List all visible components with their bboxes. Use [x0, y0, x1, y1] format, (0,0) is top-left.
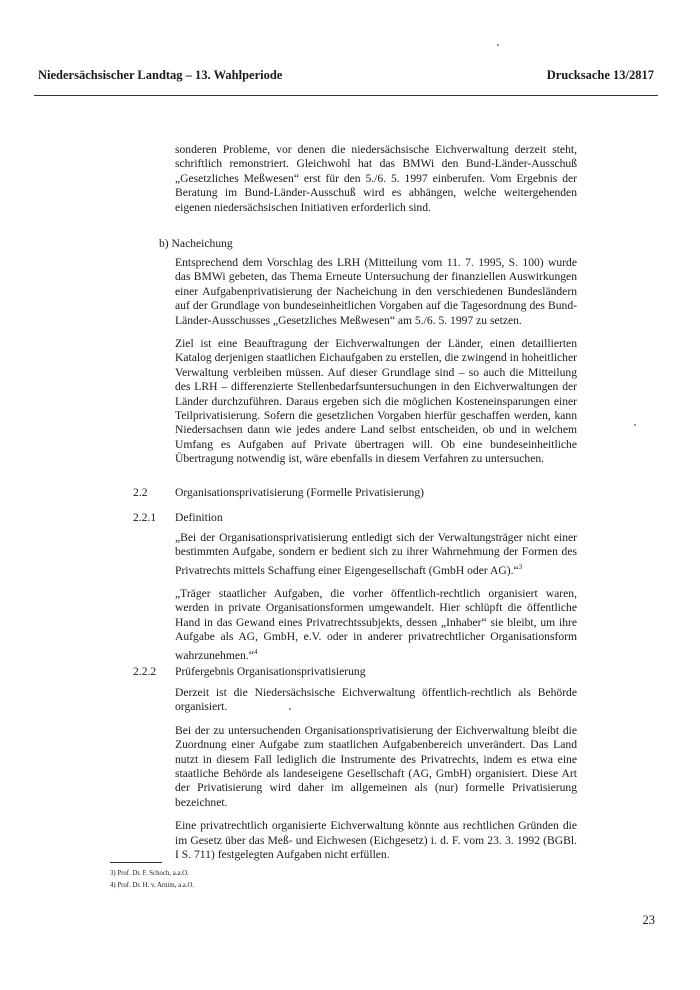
paragraph: Entsprechend dem Vorschlag des LRH (Mitteilung vom 11. 7. 1995, S. 100) wurde das BMWi gebeten, das Thema Erneute Untersuchung der finanziellen Auswirkungen einer Aufgabenprivatisierung der Nacheichung in den verschiedenen Bundesländern auf der Grundlage von bundeseinheitlichen Vorgaben auf die Tagesordnung des Bund-Länder-Ausschusses „Gesetzliches Meßwesen“ am 5./6. 5. 1997 zu setzen.	[175, 256, 577, 327]
paragraph: Eine privatrechtlich organisierte Eichverwaltung könnte aus rechtlichen Gründen die im Gesetz über das Meß- und Eichwesen (Eichgesetz) i. d. F. vom 23. 3. 1992 (BGBl. I S. 711) festgelegten Aufgaben nicht erfüllen.	[175, 819, 577, 862]
quote-text: „Bei der Organisationsprivatisierung entledigt sich der Verwaltungsträger nicht einer bestimmten Aufgabe, sondern er bedient sich zu ihrer Wahrnehmung der Formen des Privatrechts mittels Schaffung einer Eigengesellschaft (GmbH oder AG).“	[175, 531, 577, 577]
quote-paragraph	[175, 531, 577, 578]
section-heading: Organisationsprivatisierung (Formelle Privatisierung)	[175, 486, 425, 499]
section-heading: Definition	[175, 511, 223, 524]
definition-body	[175, 531, 577, 663]
footnote-mark: 3	[518, 562, 523, 571]
scan-speck	[497, 44, 499, 46]
section-heading: Prüfergebnis Organisationsprivatisierung	[175, 665, 366, 678]
footnote-rule	[110, 862, 162, 863]
page-header	[38, 68, 654, 83]
header-title: Niedersächsischer Landtag – 13. Wahlperiode	[38, 68, 283, 82]
result-body	[175, 686, 577, 862]
footnote-mark: 4	[253, 647, 258, 656]
section-number: 2.2	[133, 486, 148, 499]
scan-speck	[289, 708, 291, 710]
footnote: 3) Prof. Dr. F. Schoch, a.a.O.	[110, 870, 189, 877]
paragraph: Bei der zu untersuchenden Organisationsprivatisierung der Eichverwaltung bleibt die Zuordnung einer Aufgabe zum staatlichen Aufgabenbereich unverändert. Das Land nutzt in diesem Fall lediglich die Instrumente des Privatrechts, indem es etwa eine staatliche Behörde als landeseigene Gesellschaft (AG, GmbH) organisiert. Diese Art der Privatisierung wird daher im allgemeinen als (nur) formelle Privatisierung bezeichnet.	[175, 723, 577, 809]
section-b-body	[175, 256, 577, 467]
footnote: 4) Prof. Dr. H. v. Arnim, a.a.O.	[110, 882, 195, 889]
quote-text: „Träger staatlicher Aufgaben, die vorher öffentlich-rechtlich organisiert waren, werden in private Organisationsformen umgewandelt. Hier schlüpft die öffentliche Hand in das Gewand eines Privatrechtssubjekts, dessen „Inhaber“ sie bleibt, um ihre Aufgabe als AG, GmbH, e.V. oder in anderer privatrechtlicher Organisationsform wahrzunehmen.“	[175, 587, 577, 662]
section-number: 2.2.2	[133, 665, 157, 678]
section-b-heading: b) Nacheichung	[159, 237, 233, 250]
intro-block	[175, 143, 577, 215]
section-number: 2.2.1	[133, 511, 157, 524]
page-number: 23	[642, 913, 655, 927]
paragraph: Ziel ist eine Beauftragung der Eichverwaltungen der Länder, einen detaillierten Katalog derjenigen staatlichen Eichaufgaben zu erstellen, die zwingend in hoheitlicher Verwaltung verbleiben müssen. Auf dieser Grundlage sind – so auch die Mitteilung des LRH – differenzierte Stellenbedarfsuntersuchungen in den Eichverwaltungen der Länder durchzuführen. Daraus ergeben sich die möglichen Kosteneinsparungen einer Teilprivatisierung. Sofern die gesetzlichen Vorgaben hierfür geschaffen werden, kann Niedersachsen dann wie jedes andere Land selbst entscheiden, ob und in welchem Umfang es Aufgaben auf Private übertragen will. Ob eine bundeseinheitliche Übertragung notwendig ist, wäre ebenfalls in diesem Verfahren zu untersuchen.	[175, 337, 577, 466]
quote-paragraph	[175, 587, 577, 663]
paragraph: Derzeit ist die Niedersächsische Eichverwaltung öffentlich-rechtlich als Behörde organisiert.	[175, 686, 577, 714]
scan-speck	[634, 424, 636, 426]
intro-paragraph: sonderen Probleme, vor denen die niedersächsische Eichverwaltung derzeit steht, schriftlich remonstriert. Gleichwohl hat das BMWi den Bund-Länder-Ausschuß „Gesetzliches Meßwesen“ erst für den 5./6. 5. 1997 einberufen. Vom Ergebnis der Beratung im Bund-Länder-Ausschuß wird es abhängen, welche weitergehenden eigenen niedersächsischen Initiativen erforderlich sind.	[175, 143, 577, 214]
header-rule	[34, 95, 658, 96]
document-number: Drucksache 13/2817	[546, 68, 654, 82]
